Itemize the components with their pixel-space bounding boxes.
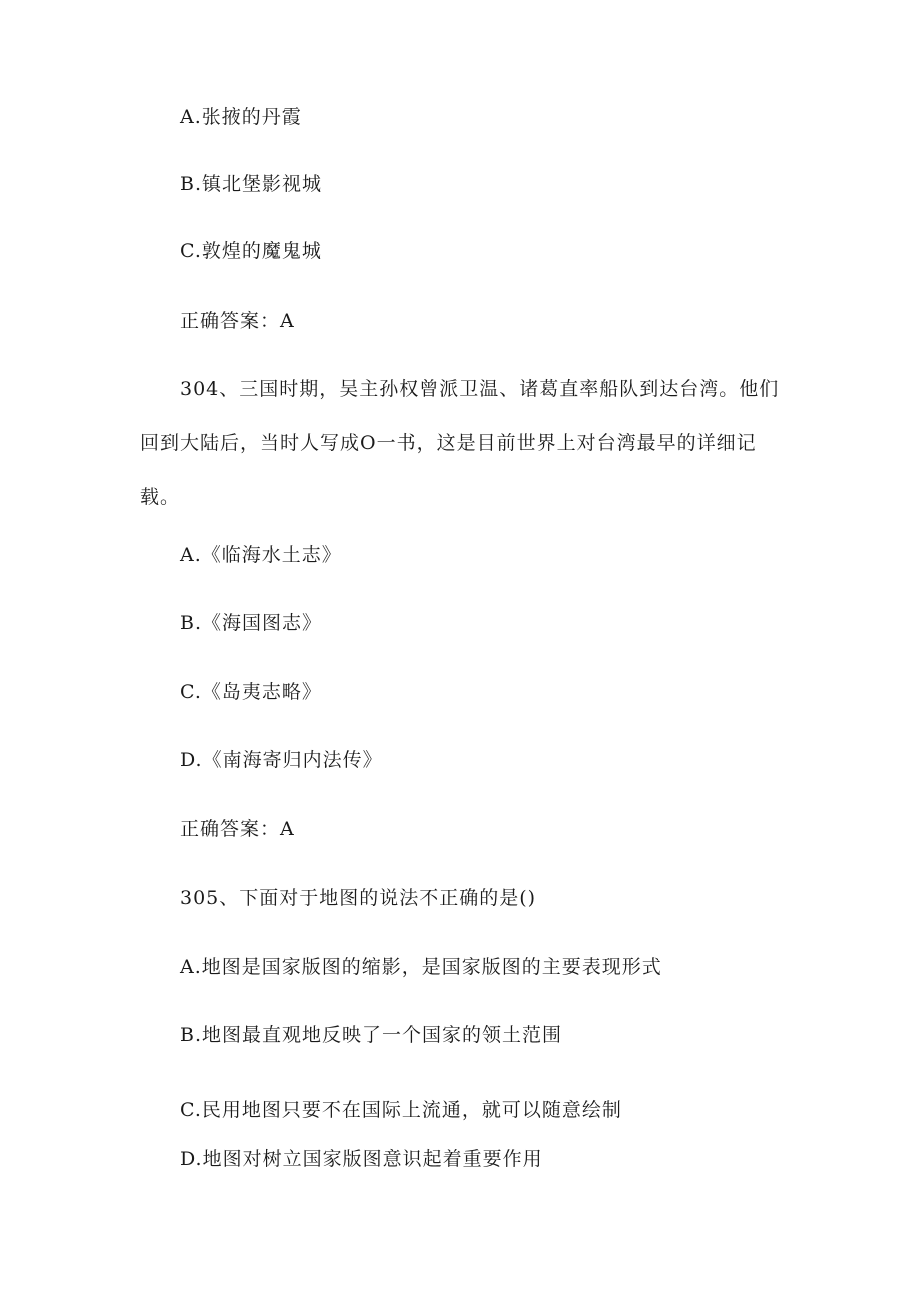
- q305-option-d: D.地图对树立国家版图意识起着重要作用: [180, 1148, 543, 1170]
- q305-option-b: B.地图最直观地反映了一个国家的领土范围: [180, 1024, 563, 1046]
- q303-answer: 正确答案：A: [180, 310, 295, 332]
- q304-stem-line: 载。: [140, 486, 181, 508]
- q303-option-c: C.敦煌的魔鬼城: [180, 240, 322, 262]
- q304-option-b: B.《海国图志》: [180, 612, 323, 634]
- q304-stem-line: 304、三国时期，吴主孙权曾派卫温、诸葛直率船队到达台湾。他们: [180, 378, 780, 400]
- q304-answer: 正确答案：A: [180, 818, 295, 840]
- q305-stem: 305、下面对于地图的说法不正确的是(): [180, 887, 537, 909]
- q304-stem: [140, 377, 780, 539]
- q303-option-a: A.张掖的丹霞: [180, 106, 302, 128]
- q304-stem-line: 回到大陆后，当时人写成O一书，这是目前世界上对台湾最早的详细记: [140, 432, 757, 454]
- q303-option-b: B.镇北堡影视城: [180, 173, 323, 195]
- q304-option-c: C.《岛夷志略》: [180, 681, 322, 703]
- q305-option-c: C.民用地图只要不在国际上流通，就可以随意绘制: [180, 1099, 622, 1121]
- q305-option-a: A.地图是国家版图的缩影，是国家版图的主要表现形式: [180, 956, 662, 978]
- q304-option-a: A.《临海水土志》: [180, 544, 342, 566]
- q304-option-d: D.《南海寄归内法传》: [180, 749, 383, 771]
